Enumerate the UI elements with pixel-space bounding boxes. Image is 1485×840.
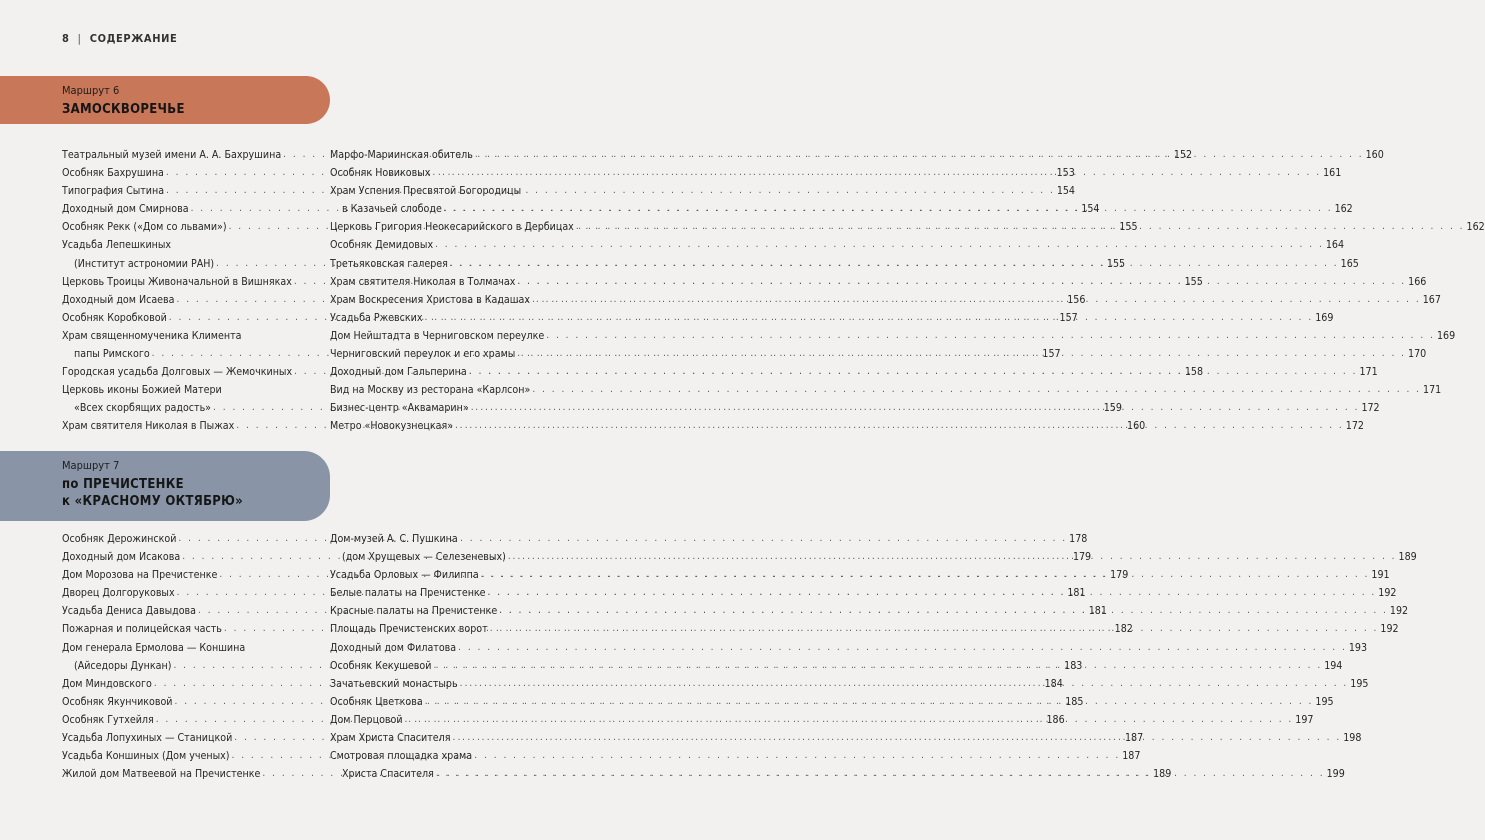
toc-entry-title: в Казачьей слободе — [342, 203, 442, 216]
toc-entry-page: 181 — [1067, 587, 1086, 600]
toc-entry-page: 195 — [1350, 677, 1369, 690]
dot-leader — [532, 291, 1421, 309]
toc-entry-title: Дворец Долгоруковых — [62, 587, 175, 600]
toc-entry-page: 191 — [1371, 569, 1390, 582]
route-6-label: Маршрут 6 — [62, 84, 120, 97]
toc-entry-page: 155 — [1184, 275, 1203, 288]
toc-entry-title: Метро «Новокузнецкая» — [330, 420, 454, 433]
toc-entry-title: Особняк Бахрушина — [62, 167, 164, 180]
toc-entry-title: Вид на Москву из ресторана «Карлсон» — [330, 384, 531, 397]
toc-entry-page: 185 — [1065, 695, 1084, 708]
toc-entry-page: 154 — [1081, 203, 1100, 216]
dot-leader — [469, 363, 1358, 381]
dot-leader — [546, 327, 1435, 345]
toc-entry-title: Особняк Кекушевой — [330, 659, 432, 672]
toc-entry-title: Храм святителя Николая в Пыжах — [62, 420, 235, 433]
toc-entry-page: 169 — [1315, 311, 1334, 324]
dot-leader — [475, 146, 1364, 164]
toc-entry-page: 192 — [1389, 605, 1409, 618]
toc-entry-page: 154 — [1056, 185, 1075, 198]
toc-entry-page: 189 — [1153, 768, 1172, 781]
toc-entry-title: Христа Спасителя — [342, 768, 434, 781]
toc-entry-title: (Институт астрономии РАН) — [74, 257, 215, 270]
dot-leader — [433, 657, 1322, 675]
toc-entry-title: Площадь Пречистенских ворот — [330, 623, 488, 636]
toc-entry-page: 171 — [1423, 384, 1442, 397]
toc-entry-page: 162 — [1334, 203, 1353, 216]
toc-entry-title: Черниговский переулок и его храмы — [330, 348, 516, 361]
dot-leader — [425, 693, 1314, 711]
toc-entry-title: Особняк Гутхейля — [62, 713, 154, 726]
toc-entry-title: Доходный дом Исакова — [62, 551, 181, 564]
toc-entry-title: (Айседоры Дункан) — [74, 659, 172, 672]
toc-entry-title: Третьяковская галерея — [330, 257, 448, 270]
toc-entry-page: 179 — [1110, 569, 1129, 582]
toc-entry[interactable] — [330, 327, 1456, 345]
toc-entry-title: Храм Успения Пресвятой Богородицы — [330, 185, 522, 198]
dot-leader — [490, 620, 1379, 638]
toc-entry[interactable] — [330, 639, 1368, 657]
toc-entry-page: 192 — [1380, 623, 1399, 636]
dot-leader — [450, 255, 1339, 273]
toc-entry-title: Дом Миндовского — [62, 677, 152, 690]
dot-leader — [455, 417, 1344, 435]
header-separator: | — [77, 32, 82, 45]
dot-leader — [488, 584, 1377, 602]
dot-leader — [517, 345, 1406, 363]
section-title: СОДЕРЖАНИЕ — [89, 32, 178, 45]
toc-entry-title: Усадьба Коншиных (Дом ученых) — [62, 750, 230, 763]
toc-entry-title: Красные палаты на Пречистенке — [330, 605, 498, 618]
toc-entry-page: 186 — [1046, 713, 1065, 726]
toc-entry-page: 155 — [1119, 221, 1138, 234]
dot-leader — [452, 729, 1341, 747]
toc-entry-page: 158 — [1184, 366, 1204, 379]
toc-entry-page: 157 — [1042, 348, 1061, 361]
toc-entry-page: 160 — [1365, 149, 1384, 161]
toc-entry-title: Особняк Коробковой — [62, 311, 167, 324]
toc-entry-title: Особняк Якунчиковой — [62, 695, 173, 708]
toc-entry-title: Жилой дом Матвеевой на Пречистенке — [62, 768, 261, 781]
toc-entry-page: 152 — [1173, 149, 1193, 161]
toc-entry-page: 172 — [1361, 402, 1380, 415]
route-7-label: Маршрут 7 — [62, 459, 120, 472]
toc-entry[interactable] — [330, 381, 1442, 399]
dot-leader — [458, 639, 1347, 657]
toc-entry-page: 155 — [1106, 257, 1126, 270]
toc-entry-page: 166 — [1408, 275, 1427, 288]
dot-leader — [436, 765, 1325, 783]
toc-entry-page: 192 — [1378, 587, 1397, 600]
dot-leader — [460, 675, 1349, 693]
toc-entry-page: 160 — [1127, 420, 1146, 433]
toc-entry-page: 194 — [1324, 659, 1343, 672]
toc-entry-title: Доходный дом Филатова — [330, 641, 457, 654]
toc-entry-page: 184 — [1044, 677, 1063, 690]
toc-entry-title: Зачатьевский монастырь — [330, 677, 458, 690]
toc-entry-page: 169 — [1436, 329, 1456, 342]
dot-leader — [444, 200, 1333, 218]
dot-leader — [432, 164, 1321, 182]
toc-entry-page: 182 — [1114, 623, 1133, 636]
toc-entry-page: 187 — [1125, 732, 1144, 745]
toc-entry-page: 195 — [1315, 695, 1334, 708]
toc-entry-title: Усадьба Лопухиных — Станицкой — [62, 732, 233, 745]
toc-entry-page: 162 — [1466, 221, 1485, 234]
toc-entry-page: 179 — [1072, 551, 1092, 564]
toc-entry-page: 181 — [1088, 605, 1107, 618]
dot-leader — [471, 399, 1360, 417]
route-7-title: по ПРЕЧИСТЕНКЕ к «КРАСНОМУ ОКТЯБРЮ» — [62, 477, 244, 509]
toc-entry-page: 172 — [1345, 420, 1364, 433]
toc-entry-page: 178 — [1069, 533, 1088, 545]
toc-entry-title: Доходный дом Гальперина — [330, 366, 467, 379]
toc-entry-page: 157 — [1059, 311, 1078, 324]
toc-entry-title: Усадьба Лепешкиных — [62, 239, 172, 252]
toc-entry-page: 183 — [1064, 659, 1083, 672]
toc-entry-title: Усадьба Дениса Давыдова — [62, 605, 196, 618]
toc-entry-title: Смотровая площадка храма — [330, 750, 473, 763]
toc-entry-page: 164 — [1325, 239, 1345, 252]
toc-entry-page: 153 — [1056, 167, 1075, 180]
dot-leader — [517, 273, 1406, 291]
toc-entry-page: 197 — [1295, 713, 1314, 726]
route-6-title: ЗАМОСКВОРЕЧЬЕ — [62, 102, 185, 117]
running-header — [62, 32, 177, 45]
toc-entry-title: Типография Сытина — [62, 185, 165, 198]
toc-entry-page: 199 — [1326, 768, 1345, 781]
toc-entry-title: Храм Воскресения Христова в Кадашах — [330, 293, 530, 306]
toc-entry-title: «Всех скорбящих радость» — [74, 402, 212, 415]
toc-entry-title: Особняк Новиковых — [330, 167, 431, 180]
toc-entry-title: Церковь иконы Божией Матери — [62, 384, 222, 397]
toc-entry-title: Храм священномученика Климента — [62, 329, 242, 342]
dot-leader — [508, 548, 1397, 566]
toc-entry-title: (дом Хрущевых — Селезеневых) — [342, 551, 506, 564]
dot-leader — [178, 530, 1067, 548]
dot-leader — [405, 711, 1294, 729]
toc-entry-page: 170 — [1408, 348, 1427, 361]
dot-leader — [435, 236, 1324, 254]
toc-entry-page: 161 — [1323, 167, 1342, 180]
toc-entry-title: Дом Перцовой — [330, 713, 403, 726]
toc-entry-title: Доходный дом Исаева — [62, 293, 175, 306]
toc-entry-page: 187 — [1122, 750, 1141, 763]
toc-entry-title: Особняк Рекк («Дом со львами») — [62, 221, 227, 234]
toc-entry-page: 167 — [1422, 293, 1441, 306]
toc-entry-title: Марфо-Мариинская обитель — [330, 149, 473, 161]
toc-entry-title: Особняк Цветкова — [330, 695, 423, 708]
toc-entry-title: Храм Христа Спасителя — [330, 732, 451, 745]
toc-entry-page: 165 — [1340, 257, 1359, 270]
toc-entry-title: Дом-музей А. С. Пушкина — [330, 533, 458, 545]
dot-leader — [166, 182, 1055, 200]
toc-entry-page: 198 — [1343, 732, 1362, 745]
toc-entry-title: Городская усадьба Долговых — Жемочкиных — [62, 366, 293, 379]
toc-entry-title: Церковь Григория Неокесарийского в Дербицах — [330, 221, 574, 234]
toc-entry-title: папы Римского — [74, 348, 150, 361]
toc-entry-title: Усадьба Орловых — Филиппа — [330, 569, 479, 582]
toc-entry-title: Белые палаты на Пречистенке — [330, 587, 486, 600]
toc-entry-title: Особняк Демидовых — [330, 239, 434, 252]
toc-entry-page: 171 — [1359, 366, 1378, 379]
toc-entry-page: 189 — [1398, 551, 1417, 564]
toc-entry[interactable] — [330, 236, 1345, 254]
dot-leader — [424, 309, 1313, 327]
toc-entry-title: Пожарная и полицейская часть — [62, 623, 222, 636]
dot-leader — [499, 602, 1388, 620]
toc-entry-title: Дом Нейштадта в Черниговском переулке — [330, 329, 545, 342]
toc-entry-title: Храм святителя Николая в Толмачах — [330, 275, 516, 288]
toc-entry-page: 159 — [1103, 402, 1122, 415]
toc-entry-title: Дом генерала Ермолова — Коншина — [62, 641, 246, 654]
toc-entry-page: 156 — [1067, 293, 1086, 306]
toc-entry-page: 193 — [1348, 641, 1368, 654]
toc-entry-title: Усадьба Ржевских — [330, 311, 423, 324]
toc-entry-title: Театральный музей имени А. А. Бахрушина — [62, 149, 282, 161]
dot-leader — [576, 218, 1465, 236]
toc-entry-title: Бизнес-центр «Аквамарин» — [330, 402, 469, 415]
dot-leader — [481, 566, 1370, 584]
toc-entry-title: Доходный дом Смирнова — [62, 203, 189, 216]
toc-entry-title: Церковь Троицы Живоначальной в Вишняках — [62, 275, 292, 288]
page-number: 8 — [62, 32, 70, 45]
toc-entry-title: Дом Морозова на Пречистенке — [62, 569, 218, 582]
toc-entry-title: Особняк Дерожинской — [62, 533, 177, 545]
dot-leader — [532, 381, 1421, 399]
